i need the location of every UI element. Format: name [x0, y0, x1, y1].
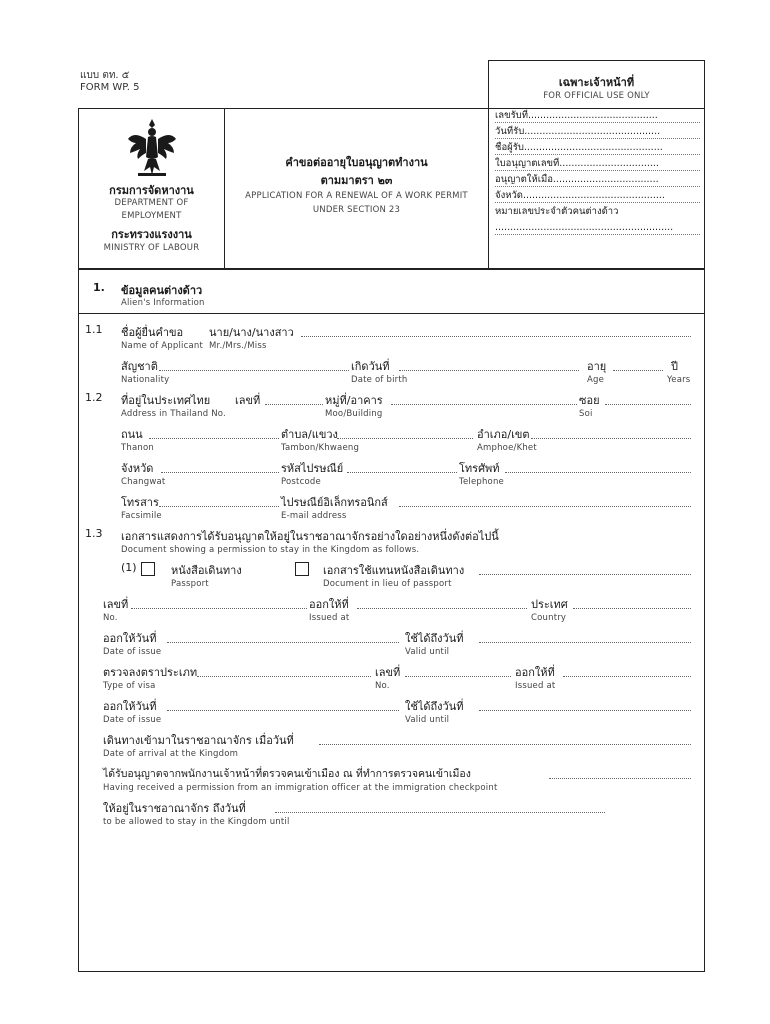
- dob-label-en: Date of birth: [351, 375, 408, 385]
- s13-title-en: Document showing a permission to stay in the Kingdom as follows.: [121, 545, 420, 555]
- section-1-title-th: ข้อมูลคนต่างด้าว: [121, 284, 203, 297]
- option-1-number: (1): [121, 561, 137, 574]
- section-1-title-en: Alien's Information: [121, 298, 205, 308]
- official-line-receipt-no[interactable]: เลขรับที่...........................................: [495, 109, 700, 123]
- tambon-label-en: Tambon/Khwaeng: [281, 443, 360, 453]
- years-label-th: ปี: [671, 360, 678, 373]
- visa-doi-label-en: Date of issue: [103, 715, 162, 725]
- passport-label-th: หนังสือเดินทาง: [171, 564, 242, 577]
- s13-number: 1.3: [85, 527, 103, 540]
- soi-label-th: ซอย: [579, 394, 600, 407]
- arrival-date-field[interactable]: [319, 744, 691, 745]
- official-line-alien-id[interactable]: ...........................................................: [495, 221, 700, 235]
- department-en-1: DEPARTMENT OF: [114, 198, 189, 208]
- official-line-receiver[interactable]: ชื่อผู้รับ..............................................: [495, 141, 700, 155]
- nationality-label-en: Nationality: [121, 375, 170, 385]
- fax-field[interactable]: [159, 506, 279, 507]
- doc-doi-field[interactable]: [167, 642, 399, 643]
- form-header: [78, 108, 705, 270]
- amphoe-label-en: Amphoe/Khet: [477, 443, 537, 453]
- age-field[interactable]: [613, 370, 663, 371]
- visa-no-field[interactable]: [405, 676, 511, 677]
- visa-valid-label-th: ใช้ได้ถึงวันที่: [405, 700, 464, 713]
- visa-valid-label-en: Valid until: [405, 715, 450, 725]
- doc-in-lieu-label-en: Document in lieu of passport: [323, 579, 452, 589]
- moo-label-th: หมู่ที่/อาคาร: [325, 394, 383, 407]
- address-label-en: Address in Thailand No.: [121, 409, 226, 419]
- received-label-th: ได้รับอนุญาตจากพนักงานเจ้าหน้าที่ตรวจคนเข้าเมือง ณ ที่ทำการตรวจคนเข้าเมือง: [103, 768, 471, 780]
- nationality-label-th: สัญชาติ: [121, 360, 158, 373]
- visa-doi-label-th: ออกให้วันที่: [103, 700, 157, 713]
- doc-issued-label-en: Issued at: [309, 613, 350, 623]
- application-title-th-1: คำขอต่ออายุใบอนุญาตทำงาน: [285, 156, 428, 169]
- form-body: [78, 268, 705, 972]
- road-label-th: ถนน: [121, 428, 143, 441]
- doc-doi-label-en: Date of issue: [103, 647, 162, 657]
- arrival-label-en: Date of arrival at the Kingdom: [103, 749, 239, 759]
- dob-field[interactable]: [399, 370, 579, 371]
- doc-issued-label-th: ออกให้ที่: [309, 598, 349, 611]
- visa-no-label-th: เลขที่: [375, 666, 401, 679]
- fax-label-th: โทรสาร: [121, 496, 159, 509]
- doc-country-label-en: Country: [531, 613, 567, 623]
- doc-no-label-en: No.: [103, 613, 118, 623]
- application-title-th-2: ตามมาตรา ๒๓: [320, 174, 393, 187]
- phone-field[interactable]: [505, 472, 691, 473]
- soi-label-en: Soi: [579, 409, 593, 419]
- department-th: กรมการจัดหางาน: [109, 184, 194, 197]
- address-no-field[interactable]: [265, 404, 323, 405]
- age-label-en: Age: [587, 375, 605, 385]
- doc-doi-label-th: ออกให้วันที่: [103, 632, 157, 645]
- official-line-permit-no[interactable]: ใบอนุญาตเลขที่.................................: [495, 157, 700, 171]
- garuda-emblem-icon: [124, 117, 180, 179]
- doc-valid-label-en: Valid until: [405, 647, 450, 657]
- application-title-en-1: APPLICATION FOR A RENEWAL OF A WORK PERMIT: [245, 191, 468, 201]
- years-label-en: Years: [667, 375, 691, 385]
- postcode-label-th: รหัสไปรษณีย์: [281, 462, 344, 475]
- road-label-en: Thanon: [121, 443, 154, 453]
- section-1-number: 1.: [93, 281, 105, 294]
- address-label-th: ที่อยู่ในประเทศไทย: [121, 394, 211, 407]
- passport-checkbox[interactable]: [141, 562, 155, 576]
- allowed-until-field[interactable]: [275, 812, 605, 813]
- postcode-label-en: Postcode: [281, 477, 321, 487]
- applicant-name-field[interactable]: [301, 336, 691, 337]
- department-en-2: EMPLOYMENT: [121, 211, 182, 221]
- official-line-province[interactable]: จังหวัด...............................................: [495, 189, 700, 203]
- amphoe-label-th: อำเภอ/เขต: [477, 428, 530, 441]
- doc-no-field[interactable]: [131, 608, 307, 609]
- allowed-until-label-th: ให้อยู่ในราชอาณาจักร ถึงวันที่: [103, 802, 246, 815]
- allowed-until-label-en: to be allowed to stay in the Kingdom until: [103, 817, 290, 827]
- moo-field[interactable]: [391, 404, 577, 405]
- fax-label-en: Facsimile: [121, 511, 162, 521]
- age-label-th: อายุ: [587, 360, 607, 373]
- dob-label-th: เกิดวันที่: [351, 360, 390, 373]
- visa-type-label-en: Type of visa: [103, 681, 156, 691]
- received-label-en: Having received a permission from an immigration officer at the immigration checkpoint: [103, 783, 498, 793]
- passport-label-en: Passport: [171, 579, 209, 589]
- official-title-th: เฉพาะเจ้าหน้าที่: [558, 76, 635, 89]
- soi-field[interactable]: [605, 404, 691, 405]
- ministry-th: กระทรวงแรงงาน: [111, 228, 192, 241]
- visa-no-label-en: No.: [375, 681, 390, 691]
- s11-name-label-th: ชื่อผู้ยื่นคำขอ: [121, 326, 184, 339]
- checkpoint-field[interactable]: [549, 778, 691, 779]
- official-line-receipt-date[interactable]: วันที่รับ.............................................: [495, 125, 700, 139]
- visa-doi-field[interactable]: [167, 710, 399, 711]
- s11-title-options-th: นาย/นาง/นางสาว: [209, 326, 294, 339]
- doc-in-lieu-checkbox[interactable]: [295, 562, 309, 576]
- visa-type-field[interactable]: [197, 676, 371, 677]
- official-line-permit-date[interactable]: อนุญาตให้เมื่อ...................................: [495, 173, 700, 187]
- doc-valid-field[interactable]: [479, 642, 691, 643]
- visa-issued-field[interactable]: [563, 676, 691, 677]
- amphoe-field[interactable]: [531, 438, 691, 439]
- form-code-th: แบบ ตท. ๕: [80, 70, 130, 81]
- nationality-field[interactable]: [159, 370, 349, 371]
- visa-issued-label-th: ออกให้ที่: [515, 666, 555, 679]
- doc-issued-field[interactable]: [357, 608, 527, 609]
- tambon-label-th: ตำบล/แขวง: [281, 428, 338, 441]
- postcode-field[interactable]: [347, 472, 457, 473]
- s11-number: 1.1: [85, 323, 103, 336]
- moo-label-en: Moo/Building: [325, 409, 383, 419]
- doc-country-label-th: ประเทศ: [531, 598, 568, 611]
- official-line-alien-id-label: หมายเลขประจำตัวคนต่างด้าว: [495, 206, 619, 217]
- doc-in-lieu-field[interactable]: [479, 574, 691, 575]
- province-field[interactable]: [161, 472, 279, 473]
- visa-issued-label-en: Issued at: [515, 681, 556, 691]
- tambon-field[interactable]: [337, 438, 473, 439]
- road-field[interactable]: [149, 438, 279, 439]
- s11-name-label-en: Name of Applicant: [121, 341, 204, 351]
- phone-label-th: โทรศัพท์: [459, 462, 500, 475]
- arrival-label-th: เดินทางเข้ามาในราชอาณาจักร เมื่อวันที่: [103, 734, 294, 747]
- form-code-en: FORM WP. 5: [80, 82, 140, 93]
- application-title-en-2: UNDER SECTION 23: [312, 205, 401, 215]
- email-label-th: ไปรษณีย์อิเล็กทรอนิกส์: [281, 496, 388, 509]
- doc-country-field[interactable]: [573, 608, 691, 609]
- doc-no-label-th: เลขที่: [103, 598, 129, 611]
- doc-valid-label-th: ใช้ได้ถึงวันที่: [405, 632, 464, 645]
- visa-valid-field[interactable]: [479, 710, 691, 711]
- visa-type-label-th: ตรวจลงตราประเภท: [103, 666, 198, 679]
- email-label-en: E-mail address: [281, 511, 347, 521]
- province-label-en: Changwat: [121, 477, 166, 487]
- email-field[interactable]: [399, 506, 691, 507]
- official-title-en: FOR OFFICIAL USE ONLY: [543, 91, 650, 101]
- province-label-th: จังหวัด: [121, 462, 154, 475]
- doc-in-lieu-label-th: เอกสารใช้แทนหนังสือเดินทาง: [323, 564, 465, 577]
- s11-title-options-en: Mr./Mrs./Miss: [209, 341, 267, 351]
- ministry-en: MINISTRY OF LABOUR: [103, 243, 200, 253]
- address-no-label-th: เลขที่: [235, 394, 261, 407]
- s12-number: 1.2: [85, 391, 103, 404]
- s13-title-th: เอกสารแสดงการได้รับอนุญาตให้อยู่ในราชอาณาจักรอย่างใดอย่างหนึ่งดังต่อไปนี้: [121, 530, 499, 543]
- phone-label-en: Telephone: [459, 477, 504, 487]
